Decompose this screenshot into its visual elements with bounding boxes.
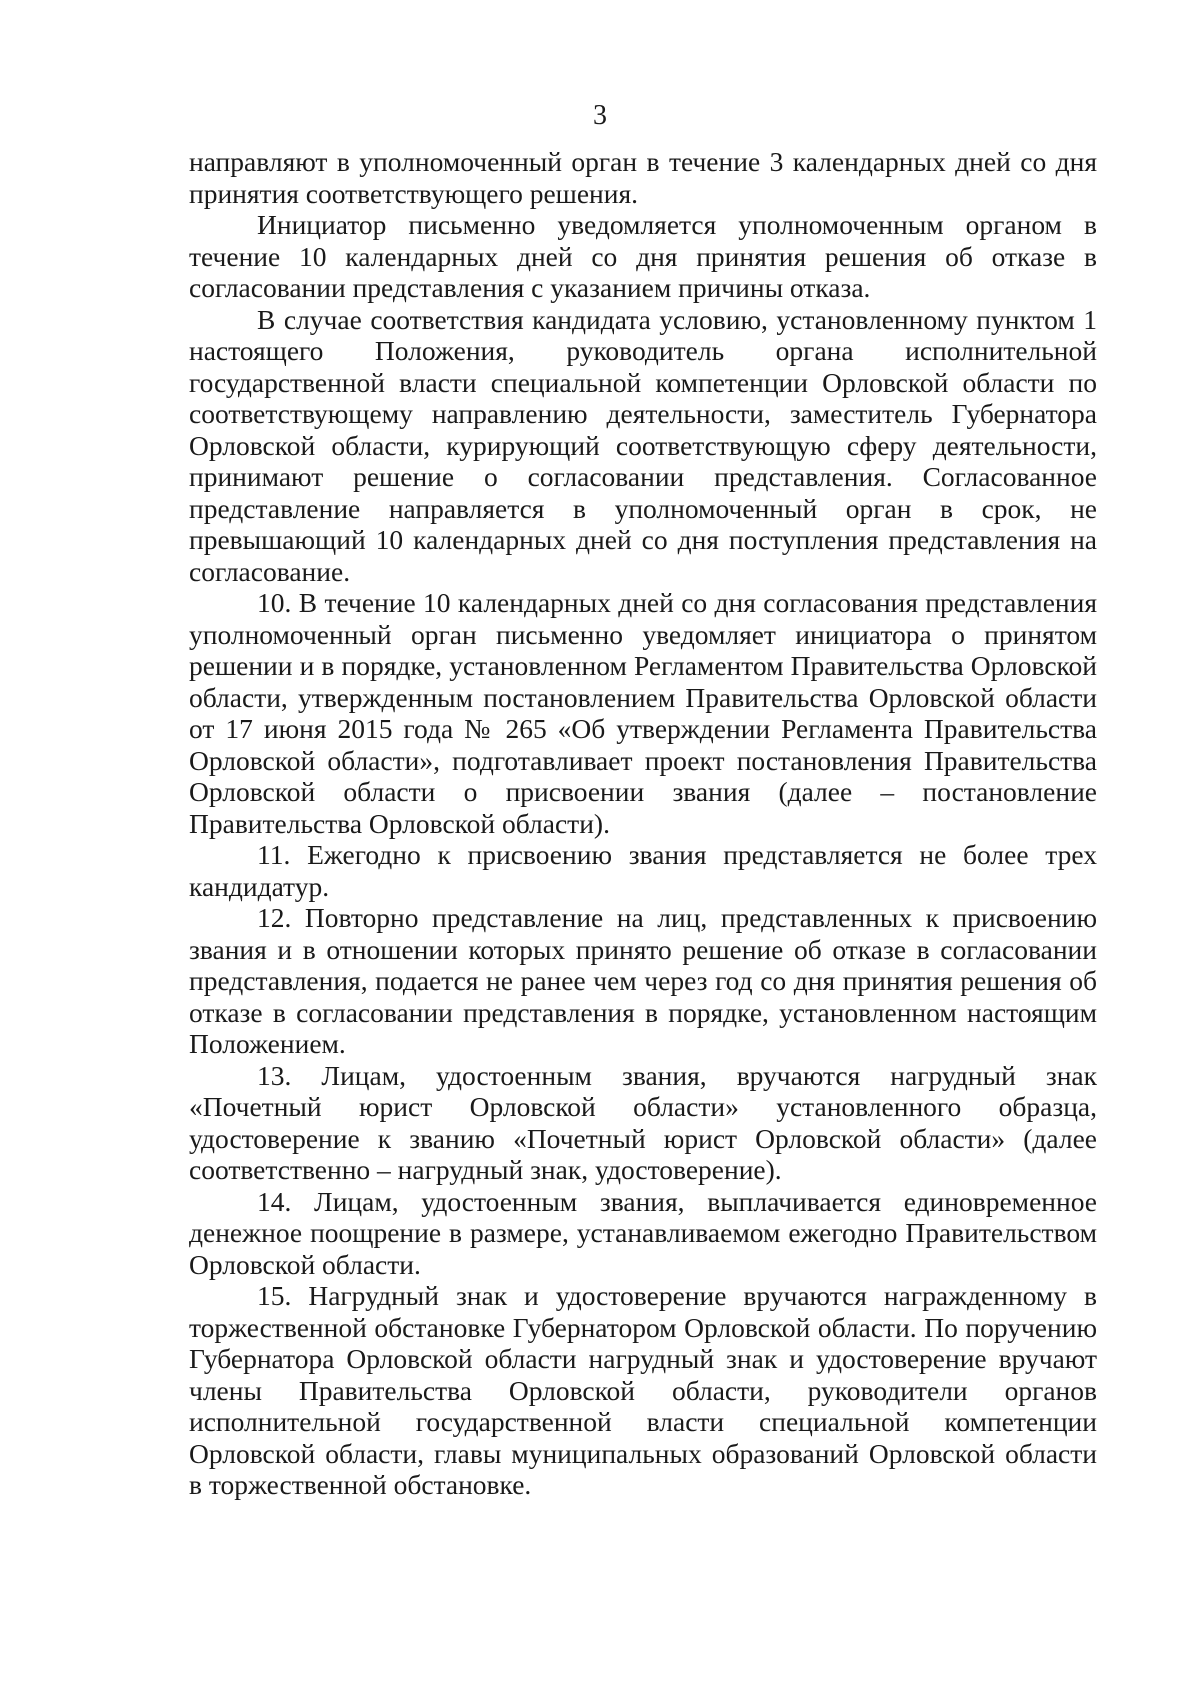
- paragraph-item-11: 11. Ежегодно к присвоению звания представляется не более трех кандидатур.: [189, 839, 1097, 902]
- paragraph-item-14: 14. Лицам, удостоенным звания, выплачивается единовременное денежное поощрение в размере, устанавливаемом ежегодно Правительством Орловской области.: [189, 1185, 1097, 1280]
- paragraph-item-10: 10. В течение 10 календарных дней со дня согласования представления уполномоченный орган письменно уведомляет инициатора о принятом решении и в порядке, установленном Регламентом Правительства Орловской области, утвержденным постановлением Правительства Орловской области от 17 июня 2015 года № 265 «Об утверждении Регламента Правительства Орловской области», подготавливает проект постановления Правительства Орловской области о присвоении звания (далее – постановление Правительства Орловской области).: [189, 587, 1097, 839]
- paragraph-item-15: 15. Нагрудный знак и удостоверение вручаются награжденному в торжественной обстановке Губернатором Орловской области. По поручению Губернатора Орловской области нагрудный знак и удостоверение вручают члены Правительства Орловской области, руководители органов исполнительной государственной власти специальной компетенции Орловской области, главы муниципальных образований Орловской области в торжественной обстановке.: [189, 1280, 1097, 1500]
- paragraph-candidate-approval: В случае соответствия кандидата условию, установленному пунктом 1 настоящего Положения, руководитель органа исполнительной государственной власти специальной компетенции Орловской области по соответствующему направлению деятельности, заместитель Губернатора Орловской области, курирующий соответствующую сферу деятельности, принимают решение о согласовании представления. Согласованное представление направляется в уполномоченный орган в срок, не превышающий 10 календарных дней со дня поступления представления на согласование.: [189, 303, 1097, 587]
- document-body: [189, 146, 1097, 1501]
- paragraph-item-12: 12. Повторно представление на лиц, представленных к присвоению звания и в отношении которых принято решение об отказе в согласовании представления, подается не ранее чем через год со дня принятия решения об отказе в согласовании представления в порядке, установленном настоящим Положением.: [189, 902, 1097, 1059]
- paragraph-initiator-notice: Инициатор письменно уведомляется уполномоченным органом в течение 10 календарных дней со дня принятия решения об отказе в согласовании представления с указанием причины отказа.: [189, 209, 1097, 303]
- page-number: 3: [593, 100, 607, 131]
- paragraph-item-13: 13. Лицам, удостоенным звания, вручаются нагрудный знак «Почетный юрист Орловской области» установленного образца, удостоверение к званию «Почетный юрист Орловской области» (далее соответственно – нагрудный знак, удостоверение).: [189, 1059, 1097, 1185]
- paragraph-continuation: направляют в уполномоченный орган в течение 3 календарных дней со дня принятия соответствующего решения.: [189, 146, 1097, 209]
